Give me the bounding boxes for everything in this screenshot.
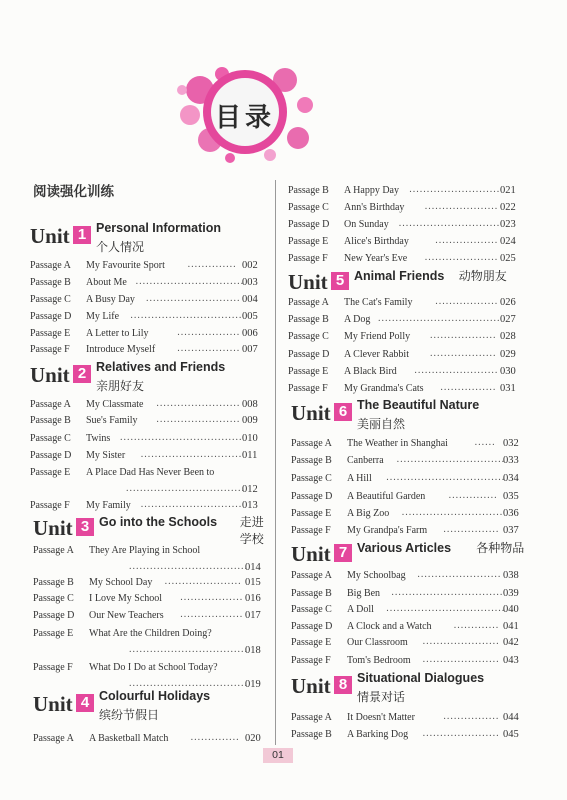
- passage-title: My School Day: [89, 577, 153, 588]
- passage-title: What Do I Do at School Today?: [89, 662, 218, 673]
- page-ref: 025: [500, 253, 516, 264]
- page-ref: 035: [503, 491, 519, 502]
- dot-leader: ................................: [130, 310, 243, 321]
- dot-leader: ................................: [391, 587, 504, 598]
- passage-label: Passage B: [291, 588, 332, 599]
- passage-title: The Weather in Shanghai: [347, 438, 448, 449]
- page-ref: 034: [503, 473, 519, 484]
- dot-leader: ......................: [164, 576, 242, 587]
- passage-title: I Love My School: [89, 593, 163, 604]
- unit-number-badge: 5: [331, 272, 349, 290]
- unit-header: [30, 220, 270, 260]
- page-ref: 041: [503, 621, 519, 632]
- passage-label: Passage F: [288, 253, 328, 264]
- unit-title-en: Situational Dialogues: [357, 671, 485, 685]
- passage-row: [288, 383, 523, 397]
- page-ref: 029: [500, 349, 516, 360]
- dot-leader: ...............................: [135, 276, 245, 287]
- unit-header: [33, 688, 273, 728]
- unit-word: Unit: [291, 542, 331, 566]
- unit-header: [291, 397, 531, 437]
- passage-row: [33, 545, 268, 577]
- passage-label: Passage F: [288, 383, 328, 394]
- dot-leader: ..........................: [409, 184, 501, 195]
- passage-title: Introduce Myself: [86, 344, 156, 355]
- passage-row: [33, 628, 268, 660]
- page-ref: 030: [500, 366, 516, 377]
- passage-title: A Hill: [347, 473, 372, 484]
- passage-label: Passage A: [33, 733, 74, 744]
- passage-row: [291, 712, 526, 726]
- page-ref: 044: [503, 712, 519, 723]
- passage-title: What Are the Children Doing?: [89, 628, 212, 639]
- passage-title: Our Classroom: [347, 637, 408, 648]
- dot-leader: ........................: [414, 365, 499, 376]
- passage-label: Passage F: [30, 344, 70, 355]
- passage-title: A Clever Rabbit: [344, 349, 409, 360]
- dot-leader: ........................: [156, 414, 241, 425]
- passage-label: Passage C: [30, 433, 71, 444]
- passage-title: My Favourite Sport: [86, 260, 165, 271]
- passage-label: Passage C: [33, 593, 74, 604]
- page-ref: 021: [500, 185, 516, 196]
- dot-leader: ...................: [430, 348, 497, 359]
- page-ref: 008: [242, 399, 258, 410]
- unit-title-zh: 亲朋好友: [96, 379, 145, 393]
- page-ref: 003: [242, 277, 258, 288]
- passage-label: Passage F: [291, 525, 331, 536]
- unit-number-badge: 4: [76, 694, 94, 712]
- unit-number-badge: 2: [73, 365, 91, 383]
- passage-title: They Are Playing in School: [89, 545, 201, 556]
- dot-leader: ................: [440, 382, 497, 393]
- passage-label: Passage A: [291, 438, 332, 449]
- dot-leader: ..................................: [386, 472, 506, 483]
- passage-row: [30, 260, 265, 274]
- passage-title: A Dog: [344, 314, 371, 325]
- passage-label: Passage D: [30, 311, 72, 322]
- unit-word: Unit: [30, 363, 70, 387]
- passage-row: [30, 277, 265, 291]
- dot-leader: ..................................: [129, 561, 248, 572]
- page-ref: 016: [245, 593, 261, 604]
- dot-leader: ...........................: [146, 293, 241, 304]
- passage-title: My Family: [86, 500, 131, 511]
- dot-leader: .............................: [140, 449, 243, 460]
- page-ref: 039: [503, 588, 519, 599]
- passage-title: Big Ben: [347, 588, 381, 599]
- unit-title-en: Various Articles: [357, 541, 452, 555]
- passage-title: My Classmate: [86, 399, 144, 410]
- page-ref: 020: [245, 733, 261, 744]
- passage-label: Passage B: [33, 577, 74, 588]
- passage-label: Passage D: [288, 219, 330, 230]
- passage-title: A Letter to Lily: [86, 328, 149, 339]
- dot-leader: ...................................: [378, 313, 501, 324]
- dot-leader: ...............................: [396, 454, 506, 465]
- page-ref: 011: [242, 450, 258, 461]
- unit-title-en: Animal Friends: [354, 269, 445, 283]
- unit-number-badge: 3: [76, 518, 94, 536]
- passage-row: [288, 219, 523, 233]
- passage-label: Passage D: [30, 450, 72, 461]
- dot-leader: ..................................: [126, 483, 245, 494]
- passage-row: [33, 577, 268, 591]
- passage-row: [30, 399, 265, 413]
- page-ref: 024: [500, 236, 516, 247]
- dot-leader: ..................: [177, 327, 241, 338]
- passage-row: [291, 491, 526, 505]
- dot-leader: ......................: [422, 654, 500, 665]
- unit-header: [291, 670, 531, 710]
- passage-row: [30, 294, 265, 308]
- page-ref: 015: [245, 577, 261, 588]
- dot-leader: ................: [443, 524, 500, 535]
- page-ref: 026: [500, 297, 516, 308]
- passage-label: Passage D: [291, 621, 333, 632]
- passage-label: Passage C: [288, 202, 329, 213]
- passage-label: Passage E: [30, 467, 71, 478]
- dot-leader: ..................................: [129, 644, 248, 655]
- page-ref: 037: [503, 525, 519, 536]
- passage-label: Passage B: [291, 729, 332, 740]
- page-ref: 036: [503, 508, 519, 519]
- page-ref: 010: [242, 433, 258, 444]
- passage-row: [288, 297, 523, 311]
- passage-label: Passage E: [33, 628, 74, 639]
- passage-label: Passage E: [291, 637, 332, 648]
- dot-leader: ..................................: [129, 678, 248, 689]
- passage-label: Passage C: [30, 294, 71, 305]
- passage-title: On Sunday: [344, 219, 389, 230]
- page-ref: 012: [242, 484, 258, 495]
- dot-leader: ..................: [180, 592, 244, 603]
- dot-leader: .....................: [424, 201, 499, 212]
- page-ref: 038: [503, 570, 519, 581]
- passage-title: The Cat's Family: [344, 297, 413, 308]
- passage-label: Passage F: [291, 655, 331, 666]
- passage-label: Passage E: [291, 508, 332, 519]
- page-ref: 017: [245, 610, 261, 621]
- passage-row: [291, 525, 526, 539]
- passage-title: Canberra: [347, 455, 384, 466]
- passage-row: [288, 314, 523, 328]
- dot-leader: .............................: [401, 507, 504, 518]
- dot-leader: .............................: [398, 218, 501, 229]
- unit-word: Unit: [30, 224, 70, 248]
- dot-leader: ...................: [430, 330, 497, 341]
- passage-title: Ann's Birthday: [344, 202, 405, 213]
- passage-title: My Friend Polly: [344, 331, 411, 342]
- unit-header: [30, 359, 270, 399]
- title-badge: [170, 60, 320, 170]
- dot-leader: ..................: [180, 609, 244, 620]
- passage-row: [291, 637, 526, 651]
- passage-row: [291, 621, 526, 635]
- passage-label: Passage B: [288, 185, 329, 196]
- unit-word: Unit: [291, 674, 331, 698]
- passage-title: Sue's Family: [86, 415, 138, 426]
- column-divider: [275, 180, 276, 745]
- page-ref: 028: [500, 331, 516, 342]
- dot-leader: ..................: [435, 235, 499, 246]
- unit-number-badge: 8: [334, 676, 352, 694]
- passage-row: [291, 473, 526, 487]
- page-ref: 032: [503, 438, 519, 449]
- page-ref: 004: [242, 294, 258, 305]
- dot-leader: ......................: [422, 636, 500, 647]
- page-ref: 031: [500, 383, 516, 394]
- passage-title: Twins: [86, 433, 111, 444]
- passage-row: [288, 366, 523, 380]
- passage-title: A Happy Day: [344, 185, 399, 196]
- unit-word: Unit: [288, 270, 328, 294]
- passage-row: [288, 202, 523, 216]
- page-ref: 023: [500, 219, 516, 230]
- passage-row: [33, 733, 268, 747]
- passage-title: My Life: [86, 311, 120, 322]
- passage-title: Our New Teachers: [89, 610, 164, 621]
- passage-row: [288, 236, 523, 250]
- dot-leader: .............: [453, 620, 500, 631]
- passage-row: [30, 415, 265, 429]
- passage-title: About Me: [86, 277, 127, 288]
- passage-label: Passage A: [288, 297, 329, 308]
- passage-title: It Doesn't Matter: [347, 712, 415, 723]
- page-ref: 009: [242, 415, 258, 426]
- passage-row: [30, 433, 265, 447]
- passage-title: A Big Zoo: [347, 508, 390, 519]
- passage-row: [291, 455, 526, 469]
- page-ref: 033: [503, 455, 519, 466]
- passage-title: A Doll: [347, 604, 374, 615]
- passage-title: A Barking Dog: [347, 729, 409, 740]
- dot-leader: ..............: [190, 732, 240, 743]
- passage-row: [33, 610, 268, 624]
- page-ref: 005: [242, 311, 258, 322]
- passage-row: [288, 185, 523, 199]
- passage-title: My Grandma's Cats: [344, 383, 424, 394]
- passage-row: [291, 438, 526, 452]
- passage-label: Passage E: [288, 366, 329, 377]
- dot-leader: ..............: [448, 490, 498, 501]
- passage-row: [291, 655, 526, 669]
- page-ref: 006: [242, 328, 258, 339]
- passage-row: [30, 311, 265, 325]
- page-ref: 007: [242, 344, 258, 355]
- page-ref: 027: [500, 314, 516, 325]
- passage-label: Passage A: [291, 712, 332, 723]
- passage-label: Passage D: [288, 349, 330, 360]
- page-number: 01: [263, 748, 293, 763]
- unit-title-en: Personal Information: [96, 221, 222, 235]
- passage-label: Passage E: [288, 236, 329, 247]
- unit-title-en: Colourful Holidays: [99, 689, 211, 703]
- unit-title-en: Relatives and Friends: [96, 360, 226, 374]
- passage-row: [30, 328, 265, 342]
- passage-label: Passage C: [291, 604, 332, 615]
- dot-leader: ......................: [422, 728, 500, 739]
- dot-leader: ................: [443, 711, 500, 722]
- passage-label: Passage D: [33, 610, 75, 621]
- dot-leader: ........................: [156, 398, 241, 409]
- passage-row: [288, 331, 523, 345]
- unit-number-badge: 1: [73, 226, 91, 244]
- unit-title-zh: 缤纷节假日: [99, 708, 160, 722]
- passage-label: Passage A: [30, 399, 71, 410]
- passage-label: Passage E: [30, 328, 71, 339]
- unit-title-zh: 动物朋友: [458, 269, 507, 283]
- passage-label: Passage F: [30, 500, 70, 511]
- passage-row: [288, 253, 523, 267]
- unit-word: Unit: [291, 401, 331, 425]
- unit-title-en: Go into the Schools: [99, 515, 218, 529]
- dot-leader: .....................: [424, 252, 499, 263]
- passage-label: Passage D: [291, 491, 333, 502]
- passage-title: A Busy Day: [86, 294, 135, 305]
- passage-title: A Clock and a Watch: [347, 621, 432, 632]
- passage-label: Passage A: [291, 570, 332, 581]
- page-ref: 043: [503, 655, 519, 666]
- dot-leader: ......: [474, 437, 496, 448]
- passage-row: [291, 604, 526, 618]
- passage-title: My Schoolbag: [347, 570, 406, 581]
- dot-leader: .............................: [140, 499, 243, 510]
- passage-label: Passage C: [288, 331, 329, 342]
- passage-row: [291, 588, 526, 602]
- unit-number-badge: 6: [334, 403, 352, 421]
- passage-row: [291, 729, 526, 743]
- dot-leader: ..................: [435, 296, 499, 307]
- section-heading: 阅读强化训练: [33, 184, 114, 200]
- dot-leader: ...................................: [120, 432, 243, 443]
- unit-title-en: The Beautiful Nature: [357, 398, 480, 412]
- dot-leader: ..............: [187, 259, 237, 270]
- dot-leader: ..................: [177, 343, 241, 354]
- passage-row: [30, 344, 265, 358]
- page-ref: 045: [503, 729, 519, 740]
- passage-row: [291, 570, 526, 584]
- page-ref: 019: [245, 679, 261, 690]
- unit-title-zh: 走进学校: [239, 515, 264, 546]
- passage-title: A Beautiful Garden: [347, 491, 426, 502]
- passage-title: Alice's Birthday: [344, 236, 409, 247]
- unit-word: Unit: [33, 692, 73, 716]
- passage-label: Passage B: [30, 415, 71, 426]
- page-ref: 022: [500, 202, 516, 213]
- passage-label: Passage B: [288, 314, 329, 325]
- page-ref: 002: [242, 260, 258, 271]
- page-ref: 014: [245, 562, 261, 573]
- page-title: 目录: [214, 102, 275, 133]
- passage-row: [291, 508, 526, 522]
- page-ref: 018: [245, 645, 261, 656]
- unit-word: Unit: [33, 516, 73, 540]
- unit-title-zh: 各种物品: [476, 541, 525, 555]
- passage-label: Passage B: [30, 277, 71, 288]
- passage-label: Passage F: [33, 662, 73, 673]
- dot-leader: ..................................: [386, 603, 506, 614]
- passage-row: [30, 467, 265, 499]
- passage-label: Passage C: [291, 473, 332, 484]
- passage-label: Passage B: [291, 455, 332, 466]
- unit-title-zh: 美丽自然: [357, 417, 406, 431]
- passage-label: Passage A: [33, 545, 74, 556]
- page-ref: 040: [503, 604, 519, 615]
- passage-title: New Year's Eve: [344, 253, 408, 264]
- page-ref: 013: [242, 500, 258, 511]
- passage-title: My Sister: [86, 450, 126, 461]
- dot-leader: ........................: [417, 569, 502, 580]
- passage-row: [288, 349, 523, 363]
- passage-title: My Grandpa's Farm: [347, 525, 428, 536]
- passage-title: A Place Dad Has Never Been to: [86, 467, 215, 478]
- passage-title: Tom's Bedroom: [347, 655, 411, 666]
- passage-row: [30, 450, 265, 464]
- passage-title: A Basketball Match: [89, 733, 169, 744]
- unit-number-badge: 7: [334, 544, 352, 562]
- passage-row: [33, 593, 268, 607]
- passage-title: A Black Bird: [344, 366, 397, 377]
- page-ref: 042: [503, 637, 519, 648]
- unit-title-zh: 情景对话: [357, 690, 406, 704]
- passage-label: Passage A: [30, 260, 71, 271]
- unit-title-zh: 个人情况: [96, 240, 145, 254]
